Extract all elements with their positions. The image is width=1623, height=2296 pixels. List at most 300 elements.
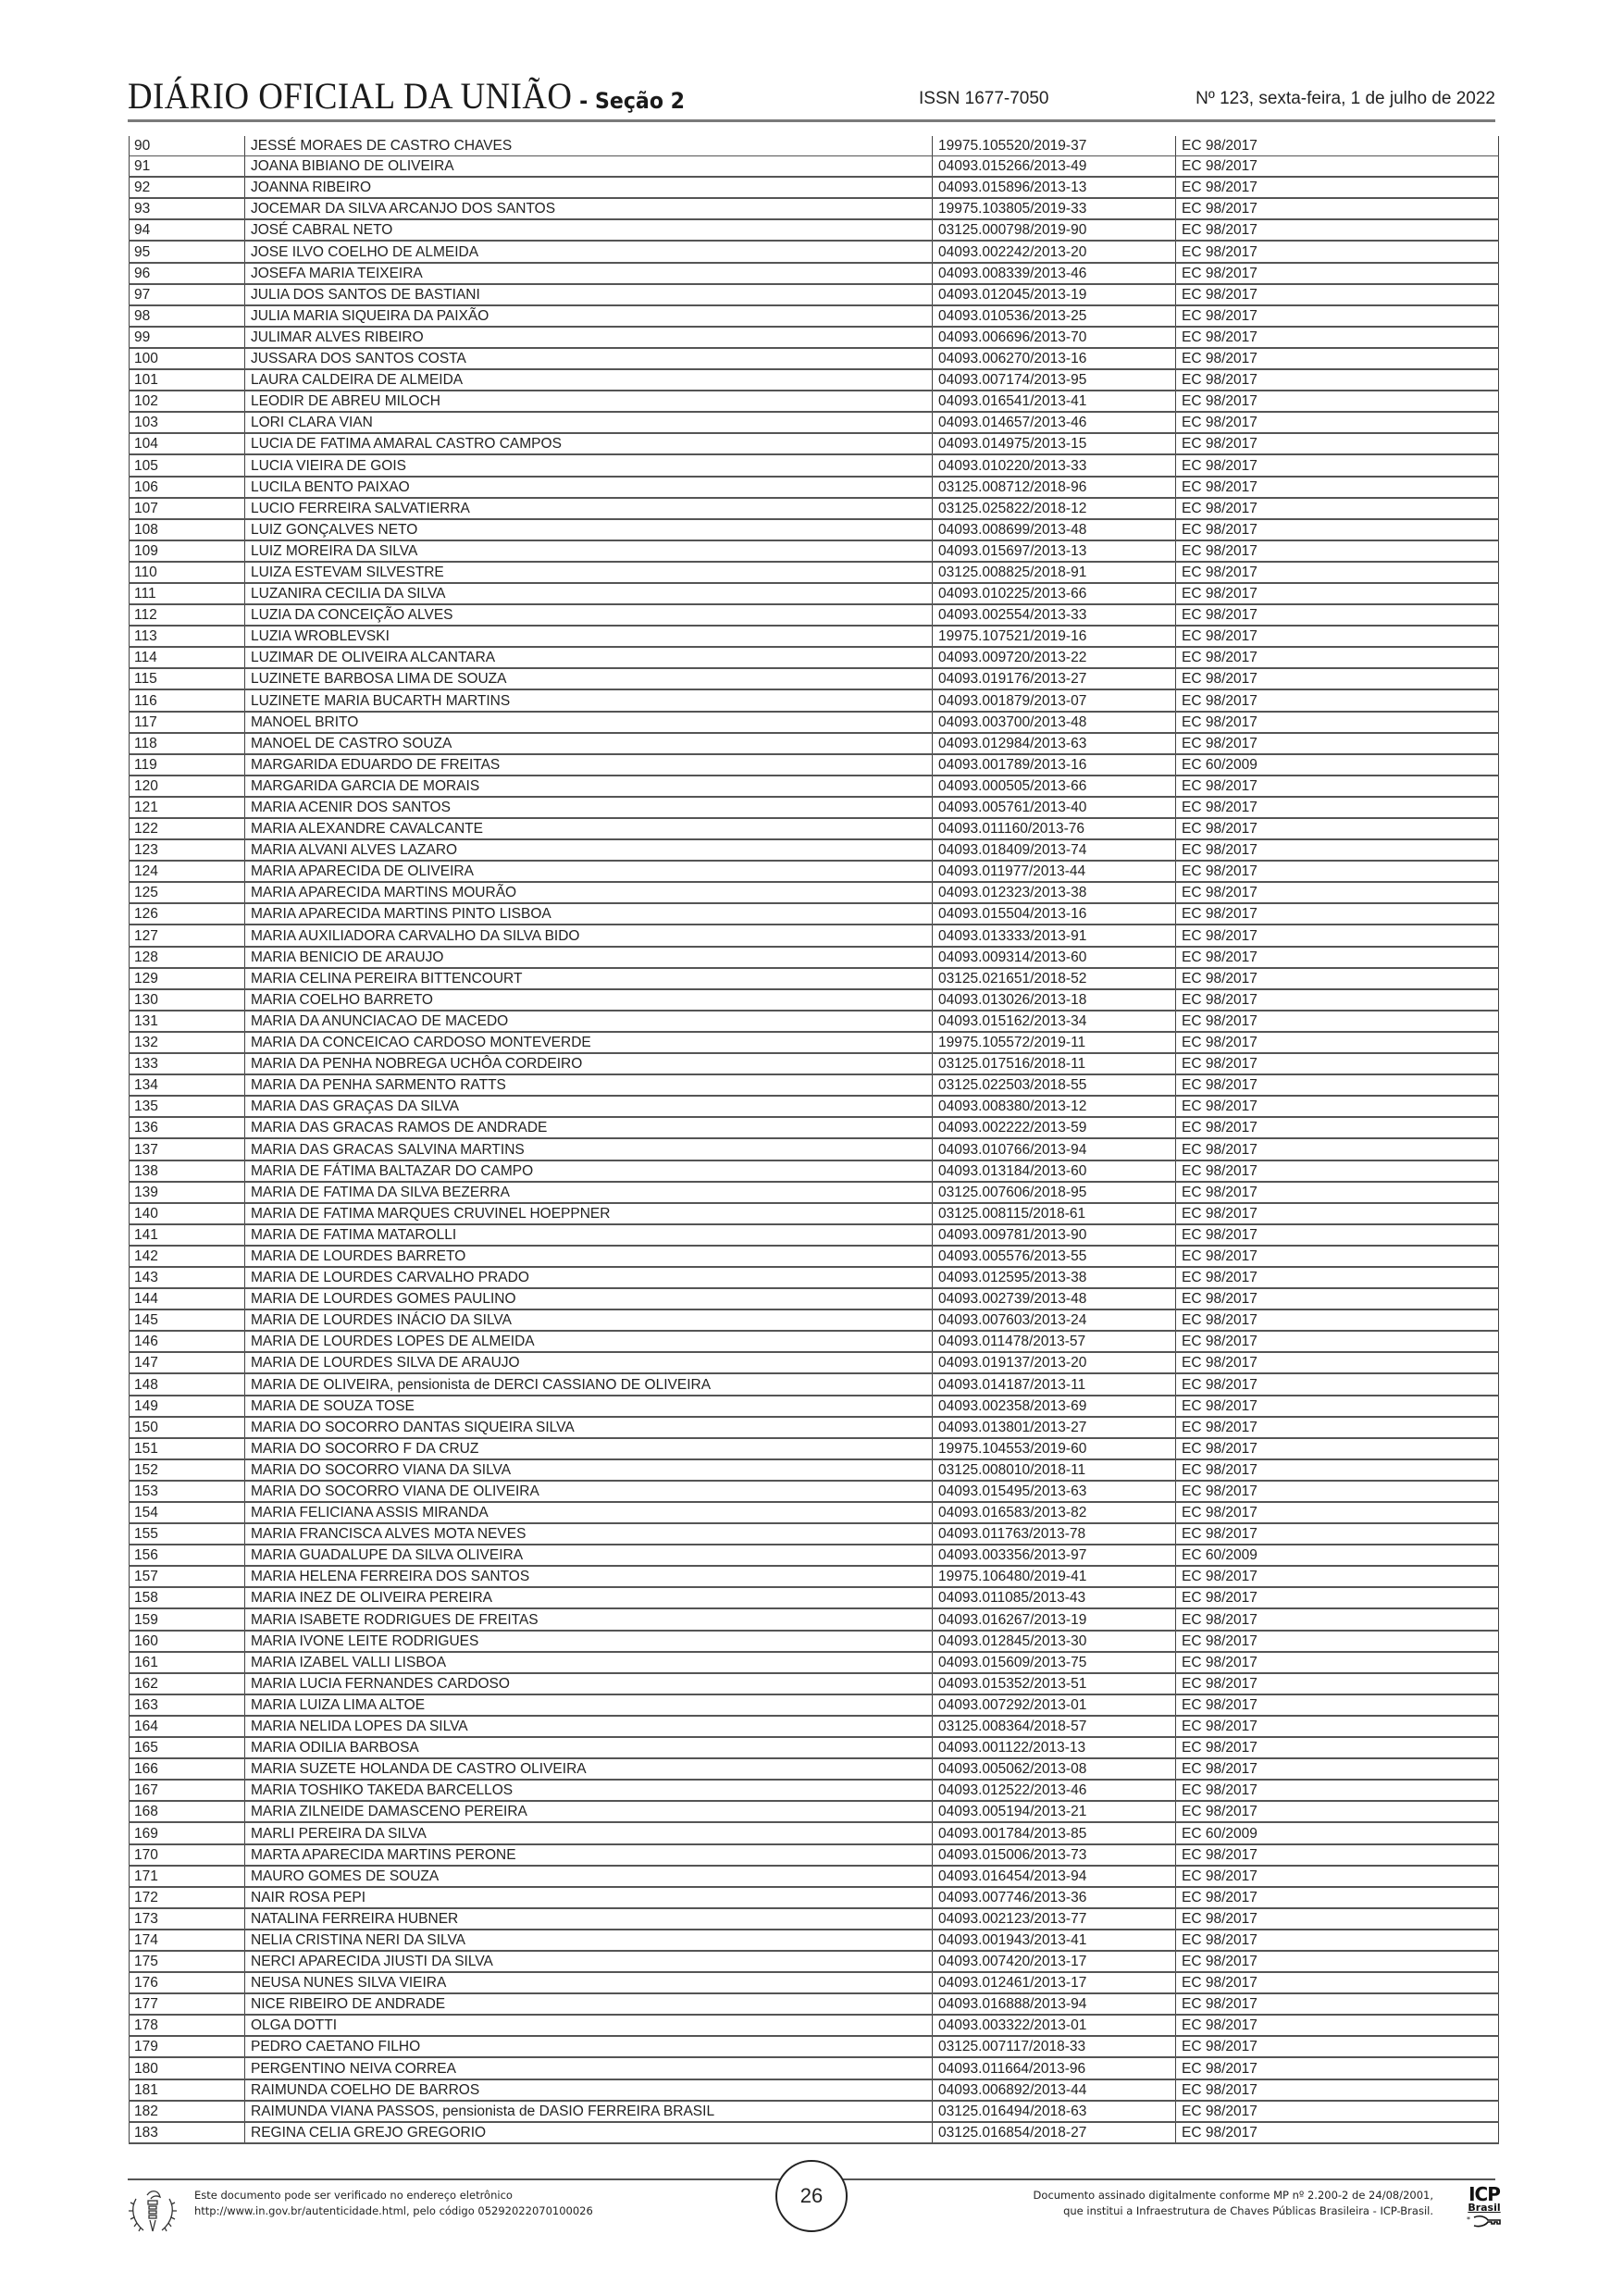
- beneficiary-name-cell: MARIA DE LOURDES CARVALHO PRADO: [245, 1267, 933, 1288]
- table-row: [130, 391, 1499, 412]
- table-row: [130, 647, 1499, 668]
- table-row: [130, 1930, 1499, 1951]
- table-row: [130, 1182, 1499, 1203]
- row-number-cell: 179: [130, 2036, 245, 2057]
- row-number-cell: 173: [130, 1908, 245, 1930]
- constitutional-amendment-cell: EC 98/2017: [1176, 2036, 1499, 2057]
- process-number-cell: 03125.008825/2018-91: [933, 562, 1176, 583]
- beneficiary-name-cell: MARIA BENICIO DE ARAUJO: [245, 947, 933, 968]
- beneficiary-name-cell: MARIA DE LOURDES GOMES PAULINO: [245, 1288, 933, 1309]
- icp-logo-subtext: Brasil: [1468, 2202, 1501, 2214]
- row-number-cell: 150: [130, 1417, 245, 1438]
- row-number-cell: 119: [130, 754, 245, 776]
- process-number-cell: 04093.010766/2013-94: [933, 1138, 1176, 1160]
- row-number-cell: 111: [130, 583, 245, 604]
- row-number-cell: 133: [130, 1053, 245, 1074]
- row-number-cell: 114: [130, 647, 245, 668]
- constitutional-amendment-cell: EC 98/2017: [1176, 1331, 1499, 1352]
- signature-line-2: que institui a Infraestrutura de Chaves Públicas Brasileira - ICP-Brasil.: [1063, 2204, 1433, 2217]
- process-number-cell: 04093.009781/2013-90: [933, 1224, 1176, 1246]
- beneficiary-name-cell: MARIA DE FÁTIMA BALTAZAR DO CAMPO: [245, 1160, 933, 1182]
- table-row: [130, 1844, 1499, 1866]
- constitutional-amendment-cell: EC 98/2017: [1176, 1673, 1499, 1694]
- row-number-cell: 120: [130, 776, 245, 797]
- constitutional-amendment-cell: EC 98/2017: [1176, 284, 1499, 305]
- table-row: [130, 712, 1499, 733]
- constitutional-amendment-cell: EC 98/2017: [1176, 1373, 1499, 1395]
- process-number-cell: 04093.010220/2013-33: [933, 454, 1176, 476]
- row-number-cell: 143: [130, 1267, 245, 1288]
- process-number-cell: 04093.011160/2013-76: [933, 818, 1176, 839]
- constitutional-amendment-cell: EC 98/2017: [1176, 1523, 1499, 1545]
- constitutional-amendment-cell: EC 98/2017: [1176, 818, 1499, 839]
- beneficiary-name-cell: MARIA DE LOURDES LOPES DE ALMEIDA: [245, 1331, 933, 1352]
- process-number-cell: 04093.009314/2013-60: [933, 947, 1176, 968]
- constitutional-amendment-cell: EC 98/2017: [1176, 1587, 1499, 1608]
- beneficiary-name-cell: MARIA DO SOCORRO VIANA DE OLIVEIRA: [245, 1481, 933, 1502]
- constitutional-amendment-cell: EC 98/2017: [1176, 1758, 1499, 1780]
- publication-name: DIÁRIO OFICIAL DA UNIÃO: [128, 75, 573, 117]
- row-number-cell: 155: [130, 1523, 245, 1545]
- process-number-cell: 04093.001789/2013-16: [933, 754, 1176, 776]
- constitutional-amendment-cell: EC 98/2017: [1176, 2015, 1499, 2036]
- table-row: [130, 1011, 1499, 1032]
- constitutional-amendment-cell: EC 98/2017: [1176, 1138, 1499, 1160]
- row-number-cell: 116: [130, 689, 245, 711]
- row-number-cell: 128: [130, 947, 245, 968]
- constitutional-amendment-cell: EC 98/2017: [1176, 562, 1499, 583]
- row-number-cell: 146: [130, 1331, 245, 1352]
- table-row: [130, 369, 1499, 391]
- svg-text:*: *: [1467, 2215, 1470, 2224]
- table-row: [130, 263, 1499, 284]
- process-number-cell: 04093.011763/2013-78: [933, 1523, 1176, 1545]
- row-number-cell: 180: [130, 2057, 245, 2079]
- row-number-cell: 115: [130, 668, 245, 689]
- process-number-cell: 03125.016494/2018-63: [933, 2101, 1176, 2122]
- table-row: [130, 1396, 1499, 1417]
- table-row: [130, 2036, 1499, 2057]
- verification-link[interactable]: http://www.in.gov.br/autenticidade.html, pelo código 05292022070100026: [194, 2204, 593, 2217]
- table-row: [130, 498, 1499, 519]
- row-number-cell: 105: [130, 454, 245, 476]
- row-number-cell: 176: [130, 1972, 245, 1993]
- beneficiary-name-cell: LORI CLARA VIAN: [245, 412, 933, 433]
- table-row: [130, 219, 1499, 241]
- constitutional-amendment-cell: EC 98/2017: [1176, 1608, 1499, 1630]
- beneficiary-name-cell: MARIA AUXILIADORA CARVALHO DA SILVA BIDO: [245, 925, 933, 946]
- process-number-cell: 04093.002554/2013-33: [933, 604, 1176, 626]
- process-number-cell: 04093.015609/2013-75: [933, 1652, 1176, 1673]
- table-row: [130, 1417, 1499, 1438]
- table-row: [130, 1331, 1499, 1352]
- process-number-cell: 04093.011664/2013-96: [933, 2057, 1176, 2079]
- beneficiary-name-cell: PERGENTINO NEIVA CORREA: [245, 2057, 933, 2079]
- process-number-cell: 19975.107521/2019-16: [933, 626, 1176, 647]
- constitutional-amendment-cell: EC 98/2017: [1176, 882, 1499, 903]
- process-number-cell: 04093.011478/2013-57: [933, 1331, 1176, 1352]
- beneficiary-name-cell: PEDRO CAETANO FILHO: [245, 2036, 933, 2057]
- constitutional-amendment-cell: EC 98/2017: [1176, 626, 1499, 647]
- constitutional-amendment-cell: EC 98/2017: [1176, 498, 1499, 519]
- row-number-cell: 168: [130, 1801, 245, 1822]
- table-row: [130, 241, 1499, 262]
- constitutional-amendment-cell: EC 98/2017: [1176, 968, 1499, 989]
- table-row: [130, 947, 1499, 968]
- table-row: [130, 1373, 1499, 1395]
- row-number-cell: 151: [130, 1438, 245, 1459]
- table-row: [130, 1737, 1499, 1758]
- process-number-cell: 03125.022503/2018-55: [933, 1074, 1176, 1096]
- process-number-cell: 04093.012845/2013-30: [933, 1631, 1176, 1652]
- row-number-cell: 166: [130, 1758, 245, 1780]
- constitutional-amendment-cell: EC 98/2017: [1176, 391, 1499, 412]
- row-number-cell: 112: [130, 604, 245, 626]
- constitutional-amendment-cell: EC 98/2017: [1176, 412, 1499, 433]
- beneficiary-name-cell: MAURO GOMES DE SOUZA: [245, 1866, 933, 1887]
- row-number-cell: 152: [130, 1459, 245, 1481]
- constitutional-amendment-cell: EC 98/2017: [1176, 712, 1499, 733]
- process-number-cell: 03125.021651/2018-52: [933, 968, 1176, 989]
- row-number-cell: 107: [130, 498, 245, 519]
- row-number-cell: 97: [130, 284, 245, 305]
- process-number-cell: 04093.010225/2013-66: [933, 583, 1176, 604]
- constitutional-amendment-cell: EC 98/2017: [1176, 2079, 1499, 2101]
- table-row: [130, 1459, 1499, 1481]
- signature-line-1: Documento assinado digitalmente conforme MP nº 2.200-2 de 24/08/2001,: [1033, 2189, 1433, 2202]
- process-number-cell: 04093.003700/2013-48: [933, 712, 1176, 733]
- row-number-cell: 90: [130, 136, 245, 156]
- row-number-cell: 157: [130, 1566, 245, 1587]
- process-number-cell: 04093.006696/2013-70: [933, 327, 1176, 348]
- page-number-text: 26: [799, 2184, 824, 2207]
- process-number-cell: 04093.002242/2013-20: [933, 241, 1176, 262]
- beneficiaries-table-container: [129, 136, 1498, 2144]
- table-row: [130, 1652, 1499, 1673]
- table-row: [130, 1908, 1499, 1930]
- constitutional-amendment-cell: EC 98/2017: [1176, 1224, 1499, 1246]
- process-number-cell: 03125.016854/2018-27: [933, 2122, 1176, 2143]
- beneficiary-name-cell: MARIA APARECIDA DE OLIVEIRA: [245, 861, 933, 882]
- row-number-cell: 161: [130, 1652, 245, 1673]
- process-number-cell: 04093.002222/2013-59: [933, 1117, 1176, 1138]
- constitutional-amendment-cell: EC 98/2017: [1176, 1246, 1499, 1267]
- process-number-cell: 04093.007603/2013-24: [933, 1309, 1176, 1331]
- row-number-cell: 138: [130, 1160, 245, 1182]
- beneficiary-name-cell: NAIR ROSA PEPI: [245, 1887, 933, 1908]
- process-number-cell: 04093.010536/2013-25: [933, 305, 1176, 327]
- constitutional-amendment-cell: EC 98/2017: [1176, 1972, 1499, 1993]
- row-number-cell: 136: [130, 1117, 245, 1138]
- beneficiary-name-cell: JOSE ILVO COELHO DE ALMEIDA: [245, 241, 933, 262]
- constitutional-amendment-cell: EC 98/2017: [1176, 540, 1499, 562]
- verification-notice: [194, 2188, 593, 2219]
- beneficiary-name-cell: MARIA DE FATIMA MARQUES CRUVINEL HOEPPNER: [245, 1203, 933, 1224]
- constitutional-amendment-cell: EC 98/2017: [1176, 1459, 1499, 1481]
- beneficiary-name-cell: LUIZA ESTEVAM SILVESTRE: [245, 562, 933, 583]
- process-number-cell: 04093.013184/2013-60: [933, 1160, 1176, 1182]
- constitutional-amendment-cell: EC 98/2017: [1176, 2101, 1499, 2122]
- beneficiary-name-cell: MARIA ACENIR DOS SANTOS: [245, 797, 933, 818]
- beneficiary-name-cell: JOANNA RIBEIRO: [245, 177, 933, 198]
- beneficiary-name-cell: MARIA DAS GRACAS RAMOS DE ANDRADE: [245, 1117, 933, 1138]
- table-row: [130, 861, 1499, 882]
- beneficiary-name-cell: MARIA DA ANUNCIACAO DE MACEDO: [245, 1011, 933, 1032]
- table-row: [130, 156, 1499, 178]
- table-row: [130, 2015, 1499, 2036]
- constitutional-amendment-cell: EC 98/2017: [1176, 433, 1499, 454]
- process-number-cell: 19975.105520/2019-37: [933, 136, 1176, 156]
- beneficiary-name-cell: JULIMAR ALVES RIBEIRO: [245, 327, 933, 348]
- constitutional-amendment-cell: EC 98/2017: [1176, 156, 1499, 178]
- row-number-cell: 145: [130, 1309, 245, 1331]
- row-number-cell: 108: [130, 519, 245, 540]
- beneficiary-name-cell: MARIA FRANCISCA ALVES MOTA NEVES: [245, 1523, 933, 1545]
- constitutional-amendment-cell: EC 98/2017: [1176, 583, 1499, 604]
- row-number-cell: 113: [130, 626, 245, 647]
- table-row: [130, 1138, 1499, 1160]
- constitutional-amendment-cell: EC 98/2017: [1176, 903, 1499, 925]
- process-number-cell: 04093.014187/2013-11: [933, 1373, 1176, 1395]
- table-row: [130, 583, 1499, 604]
- table-row: [130, 1608, 1499, 1630]
- constitutional-amendment-cell: EC 98/2017: [1176, 1780, 1499, 1801]
- beneficiary-name-cell: MARIA ODILIA BARBOSA: [245, 1737, 933, 1758]
- process-number-cell: 04093.009720/2013-22: [933, 647, 1176, 668]
- table-row: [130, 433, 1499, 454]
- beneficiary-name-cell: MARIA DE OLIVEIRA, pensionista de DERCI CASSIANO DE OLIVEIRA: [245, 1373, 933, 1395]
- beneficiary-name-cell: MARIA IZABEL VALLI LISBOA: [245, 1652, 933, 1673]
- table-row: [130, 818, 1499, 839]
- beneficiary-name-cell: MARIA ZILNEIDE DAMASCENO PEREIRA: [245, 1801, 933, 1822]
- beneficiary-name-cell: MARIA APARECIDA MARTINS MOURÃO: [245, 882, 933, 903]
- beneficiary-name-cell: MARIA DE FATIMA MATAROLLI: [245, 1224, 933, 1246]
- beneficiary-name-cell: NERCI APARECIDA JIUSTI DA SILVA: [245, 1951, 933, 1972]
- beneficiary-name-cell: LUZIA DA CONCEIÇÃO ALVES: [245, 604, 933, 626]
- process-number-cell: 04093.016267/2013-19: [933, 1608, 1176, 1630]
- constitutional-amendment-cell: EC 60/2009: [1176, 754, 1499, 776]
- beneficiary-name-cell: JULIA MARIA SIQUEIRA DA PAIXÃO: [245, 305, 933, 327]
- table-row: [130, 136, 1499, 156]
- digital-signature-notice: [1034, 2188, 1433, 2219]
- table-row: [130, 2101, 1499, 2122]
- row-number-cell: 92: [130, 177, 245, 198]
- row-number-cell: 178: [130, 2015, 245, 2036]
- beneficiary-name-cell: MARIA HELENA FERREIRA DOS SANTOS: [245, 1566, 933, 1587]
- table-row: [130, 1972, 1499, 1993]
- table-row: [130, 1866, 1499, 1887]
- row-number-cell: 121: [130, 797, 245, 818]
- table-row: [130, 1074, 1499, 1096]
- table-row: [130, 1481, 1499, 1502]
- constitutional-amendment-cell: EC 98/2017: [1176, 668, 1499, 689]
- row-number-cell: 174: [130, 1930, 245, 1951]
- section-label: - Seção 2: [572, 88, 686, 114]
- row-number-cell: 182: [130, 2101, 245, 2122]
- constitutional-amendment-cell: EC 98/2017: [1176, 1801, 1499, 1822]
- beneficiary-name-cell: LUCILA BENTO PAIXAO: [245, 477, 933, 498]
- beneficiary-name-cell: MARGARIDA GARCIA DE MORAIS: [245, 776, 933, 797]
- row-number-cell: 124: [130, 861, 245, 882]
- row-number-cell: 106: [130, 477, 245, 498]
- table-row: [130, 177, 1499, 198]
- constitutional-amendment-cell: EC 98/2017: [1176, 2122, 1499, 2143]
- row-number-cell: 169: [130, 1822, 245, 1843]
- process-number-cell: 04093.002739/2013-48: [933, 1288, 1176, 1309]
- constitutional-amendment-cell: EC 98/2017: [1176, 454, 1499, 476]
- table-row: [130, 1352, 1499, 1373]
- row-number-cell: 132: [130, 1032, 245, 1053]
- table-row: [130, 925, 1499, 946]
- process-number-cell: 04093.015162/2013-34: [933, 1011, 1176, 1032]
- process-number-cell: 04093.005194/2013-21: [933, 1801, 1176, 1822]
- constitutional-amendment-cell: EC 98/2017: [1176, 1930, 1499, 1951]
- beneficiary-name-cell: MARIA DO SOCORRO DANTAS SIQUEIRA SILVA: [245, 1417, 933, 1438]
- row-number-cell: 126: [130, 903, 245, 925]
- row-number-cell: 183: [130, 2122, 245, 2143]
- beneficiary-name-cell: MARIA IVONE LEITE RODRIGUES: [245, 1631, 933, 1652]
- row-number-cell: 177: [130, 1993, 245, 2015]
- table-row: [130, 1224, 1499, 1246]
- edition-date: Nº 123, sexta-feira, 1 de julho de 2022: [1196, 89, 1495, 108]
- beneficiary-name-cell: MARIA TOSHIKO TAKEDA BARCELLOS: [245, 1780, 933, 1801]
- table-row: [130, 776, 1499, 797]
- table-row: [130, 668, 1499, 689]
- beneficiary-name-cell: MARIA DE SOUZA TOSE: [245, 1396, 933, 1417]
- constitutional-amendment-cell: EC 98/2017: [1176, 1182, 1499, 1203]
- process-number-cell: 04093.012595/2013-38: [933, 1267, 1176, 1288]
- constitutional-amendment-cell: EC 98/2017: [1176, 1267, 1499, 1288]
- process-number-cell: 04093.015697/2013-13: [933, 540, 1176, 562]
- row-number-cell: 95: [130, 241, 245, 262]
- table-row: [130, 562, 1499, 583]
- process-number-cell: 04093.012984/2013-63: [933, 733, 1176, 754]
- beneficiary-name-cell: MARIA DE LOURDES SILVA DE ARAUJO: [245, 1352, 933, 1373]
- beneficiary-name-cell: MARIA NELIDA LOPES DA SILVA: [245, 1716, 933, 1737]
- constitutional-amendment-cell: EC 98/2017: [1176, 947, 1499, 968]
- table-row: [130, 1502, 1499, 1523]
- constitutional-amendment-cell: EC 98/2017: [1176, 1993, 1499, 2015]
- process-number-cell: 03125.025822/2018-12: [933, 498, 1176, 519]
- constitutional-amendment-cell: EC 98/2017: [1176, 219, 1499, 241]
- table-row: [130, 1716, 1499, 1737]
- beneficiary-name-cell: MARIA FELICIANA ASSIS MIRANDA: [245, 1502, 933, 1523]
- constitutional-amendment-cell: EC 98/2017: [1176, 1631, 1499, 1652]
- row-number-cell: 170: [130, 1844, 245, 1866]
- beneficiary-name-cell: MARIA DO SOCORRO F DA CRUZ: [245, 1438, 933, 1459]
- process-number-cell: 04093.012323/2013-38: [933, 882, 1176, 903]
- constitutional-amendment-cell: EC 98/2017: [1176, 1396, 1499, 1417]
- beneficiary-name-cell: LAURA CALDEIRA DE ALMEIDA: [245, 369, 933, 391]
- process-number-cell: 19975.106480/2019-41: [933, 1566, 1176, 1587]
- constitutional-amendment-cell: EC 98/2017: [1176, 733, 1499, 754]
- constitutional-amendment-cell: EC 98/2017: [1176, 1866, 1499, 1887]
- process-number-cell: 03125.007117/2018-33: [933, 2036, 1176, 2057]
- beneficiary-name-cell: REGINA CELIA GREJO GREGORIO: [245, 2122, 933, 2143]
- beneficiary-name-cell: JOSÉ CABRAL NETO: [245, 219, 933, 241]
- table-row: [130, 1694, 1499, 1716]
- beneficiary-name-cell: MARIA DE FATIMA DA SILVA BEZERRA: [245, 1182, 933, 1203]
- constitutional-amendment-cell: EC 98/2017: [1176, 477, 1499, 498]
- table-row: [130, 1117, 1499, 1138]
- row-number-cell: 129: [130, 968, 245, 989]
- constitutional-amendment-cell: EC 98/2017: [1176, 1566, 1499, 1587]
- table-row: [130, 882, 1499, 903]
- process-number-cell: 04093.001122/2013-13: [933, 1737, 1176, 1758]
- process-number-cell: 04093.007292/2013-01: [933, 1694, 1176, 1716]
- row-number-cell: 149: [130, 1396, 245, 1417]
- row-number-cell: 142: [130, 1246, 245, 1267]
- beneficiary-name-cell: LUIZ MOREIRA DA SILVA: [245, 540, 933, 562]
- row-number-cell: 148: [130, 1373, 245, 1395]
- table-row: [130, 1951, 1499, 1972]
- beneficiary-name-cell: JOCEMAR DA SILVA ARCANJO DOS SANTOS: [245, 198, 933, 219]
- constitutional-amendment-cell: EC 98/2017: [1176, 136, 1499, 156]
- process-number-cell: 04093.011085/2013-43: [933, 1587, 1176, 1608]
- beneficiary-name-cell: MARIA COELHO BARRETO: [245, 989, 933, 1011]
- process-number-cell: 04093.007174/2013-95: [933, 369, 1176, 391]
- table-row: [130, 2079, 1499, 2101]
- row-number-cell: 99: [130, 327, 245, 348]
- table-row: [130, 1053, 1499, 1074]
- beneficiary-name-cell: MARIA DA PENHA SARMENTO RATTS: [245, 1074, 933, 1096]
- table-row: [130, 1096, 1499, 1117]
- constitutional-amendment-cell: EC 98/2017: [1176, 689, 1499, 711]
- process-number-cell: 04093.014975/2013-15: [933, 433, 1176, 454]
- process-number-cell: 04093.012522/2013-46: [933, 1780, 1176, 1801]
- row-number-cell: 144: [130, 1288, 245, 1309]
- beneficiary-name-cell: MARIA CELINA PEREIRA BITTENCOURT: [245, 968, 933, 989]
- process-number-cell: 04093.000505/2013-66: [933, 776, 1176, 797]
- beneficiary-name-cell: MARIA DAS GRACAS SALVINA MARTINS: [245, 1138, 933, 1160]
- table-row: [130, 626, 1499, 647]
- constitutional-amendment-cell: EC 98/2017: [1176, 1417, 1499, 1438]
- beneficiaries-table: [129, 136, 1499, 2144]
- process-number-cell: 03125.008010/2018-11: [933, 1459, 1176, 1481]
- constitutional-amendment-cell: EC 98/2017: [1176, 1117, 1499, 1138]
- process-number-cell: 04093.005062/2013-08: [933, 1758, 1176, 1780]
- process-number-cell: 04093.001784/2013-85: [933, 1822, 1176, 1843]
- beneficiary-name-cell: MARIA APARECIDA MARTINS PINTO LISBOA: [245, 903, 933, 925]
- constitutional-amendment-cell: EC 98/2017: [1176, 797, 1499, 818]
- process-number-cell: 04093.006892/2013-44: [933, 2079, 1176, 2101]
- beneficiary-name-cell: JULIA DOS SANTOS DE BASTIANI: [245, 284, 933, 305]
- constitutional-amendment-cell: EC 98/2017: [1176, 604, 1499, 626]
- process-number-cell: 03125.000798/2019-90: [933, 219, 1176, 241]
- process-number-cell: 04093.018409/2013-74: [933, 839, 1176, 861]
- constitutional-amendment-cell: EC 98/2017: [1176, 1032, 1499, 1053]
- table-row: [130, 198, 1499, 219]
- table-row: [130, 305, 1499, 327]
- process-number-cell: 04093.015352/2013-51: [933, 1673, 1176, 1694]
- beneficiary-name-cell: RAIMUNDA VIANA PASSOS, pensionista de DASIO FERREIRA BRASIL: [245, 2101, 933, 2122]
- process-number-cell: 04093.003322/2013-01: [933, 2015, 1176, 2036]
- beneficiary-name-cell: MARIA GUADALUPE DA SILVA OLIVEIRA: [245, 1545, 933, 1566]
- row-number-cell: 130: [130, 989, 245, 1011]
- beneficiary-name-cell: MARIA ALVANI ALVES LAZARO: [245, 839, 933, 861]
- row-number-cell: 93: [130, 198, 245, 219]
- table-row: [130, 1673, 1499, 1694]
- row-number-cell: 137: [130, 1138, 245, 1160]
- beneficiary-name-cell: NEUSA NUNES SILVA VIEIRA: [245, 1972, 933, 1993]
- constitutional-amendment-cell: EC 98/2017: [1176, 1908, 1499, 1930]
- table-row: [130, 1631, 1499, 1652]
- beneficiary-name-cell: LUZINETE BARBOSA LIMA DE SOUZA: [245, 668, 933, 689]
- row-number-cell: 140: [130, 1203, 245, 1224]
- process-number-cell: 04093.013026/2013-18: [933, 989, 1176, 1011]
- row-number-cell: 135: [130, 1096, 245, 1117]
- process-number-cell: 04093.002358/2013-69: [933, 1396, 1176, 1417]
